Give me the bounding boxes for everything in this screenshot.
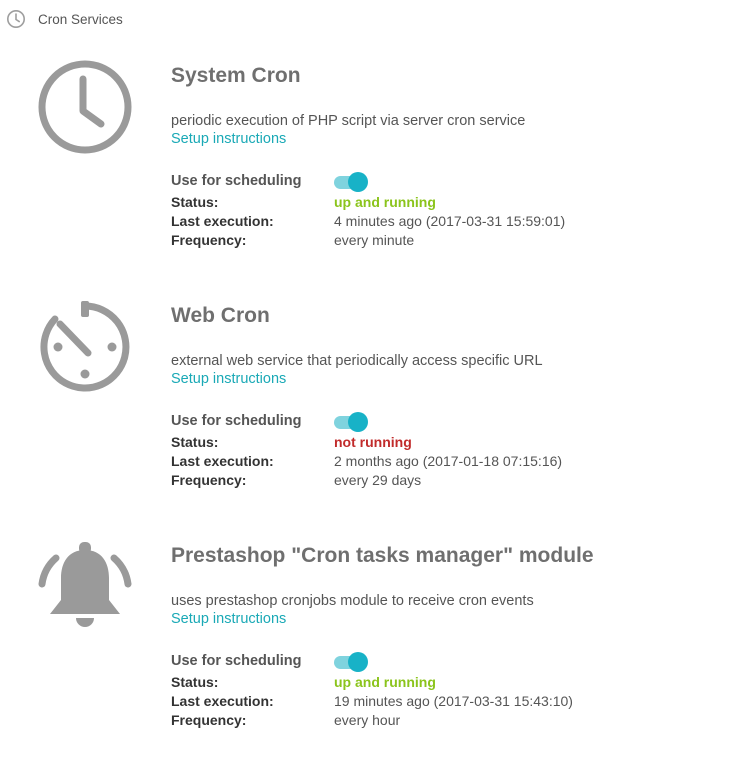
service-prestashop-module <box>0 530 750 770</box>
setup-instructions-link[interactable]: Setup instructions <box>171 611 287 627</box>
alarm-bell-icon <box>34 536 136 638</box>
last-execution-value: 4 minutes ago (2017-03-31 15:59:01) <box>334 213 566 229</box>
frequency-label: Frequency: <box>171 472 247 488</box>
setup-instructions-link[interactable]: Setup instructions <box>171 131 287 147</box>
use-for-scheduling-label: Use for scheduling <box>171 413 302 429</box>
page-header <box>6 8 123 30</box>
status-value: not running <box>334 434 412 450</box>
use-for-scheduling-label: Use for scheduling <box>171 653 302 669</box>
service-title: Prestashop "Cron tasks manager" module <box>171 544 594 567</box>
timer-icon <box>34 296 136 398</box>
clock-icon <box>34 56 136 158</box>
last-execution-label: Last execution: <box>171 213 274 229</box>
use-for-scheduling-label: Use for scheduling <box>171 173 302 189</box>
toggle-knob <box>348 652 368 672</box>
service-title: Web Cron <box>171 304 270 327</box>
status-label: Status: <box>171 674 219 690</box>
service-system-cron <box>0 50 750 290</box>
use-for-scheduling-toggle[interactable] <box>334 412 368 432</box>
last-execution-label: Last execution: <box>171 693 274 709</box>
toggle-knob <box>348 172 368 192</box>
status-value: up and running <box>334 674 436 690</box>
service-description: uses prestashop cronjobs module to receive cron events <box>171 593 534 609</box>
last-execution-label: Last execution: <box>171 453 274 469</box>
status-label: Status: <box>171 194 219 210</box>
frequency-value: every 29 days <box>334 472 422 488</box>
page-title: Cron Services <box>38 11 123 27</box>
use-for-scheduling-toggle[interactable] <box>334 172 368 192</box>
service-description: periodic execution of PHP script via server cron service <box>171 113 526 129</box>
service-title: System Cron <box>171 64 301 87</box>
setup-instructions-link[interactable]: Setup instructions <box>171 371 287 387</box>
frequency-label: Frequency: <box>171 232 247 248</box>
toggle-knob <box>348 412 368 432</box>
status-label: Status: <box>171 434 219 450</box>
frequency-value: every minute <box>334 232 415 248</box>
status-value: up and running <box>334 194 436 210</box>
use-for-scheduling-toggle[interactable] <box>334 652 368 672</box>
last-execution-value: 2 months ago (2017-01-18 07:15:16) <box>334 453 563 469</box>
frequency-value: every hour <box>334 712 401 728</box>
frequency-label: Frequency: <box>171 712 247 728</box>
clock-icon <box>6 9 26 29</box>
last-execution-value: 19 minutes ago (2017-03-31 15:43:10) <box>334 693 573 709</box>
service-web-cron <box>0 290 750 530</box>
service-description: external web service that periodically access specific URL <box>171 353 543 369</box>
